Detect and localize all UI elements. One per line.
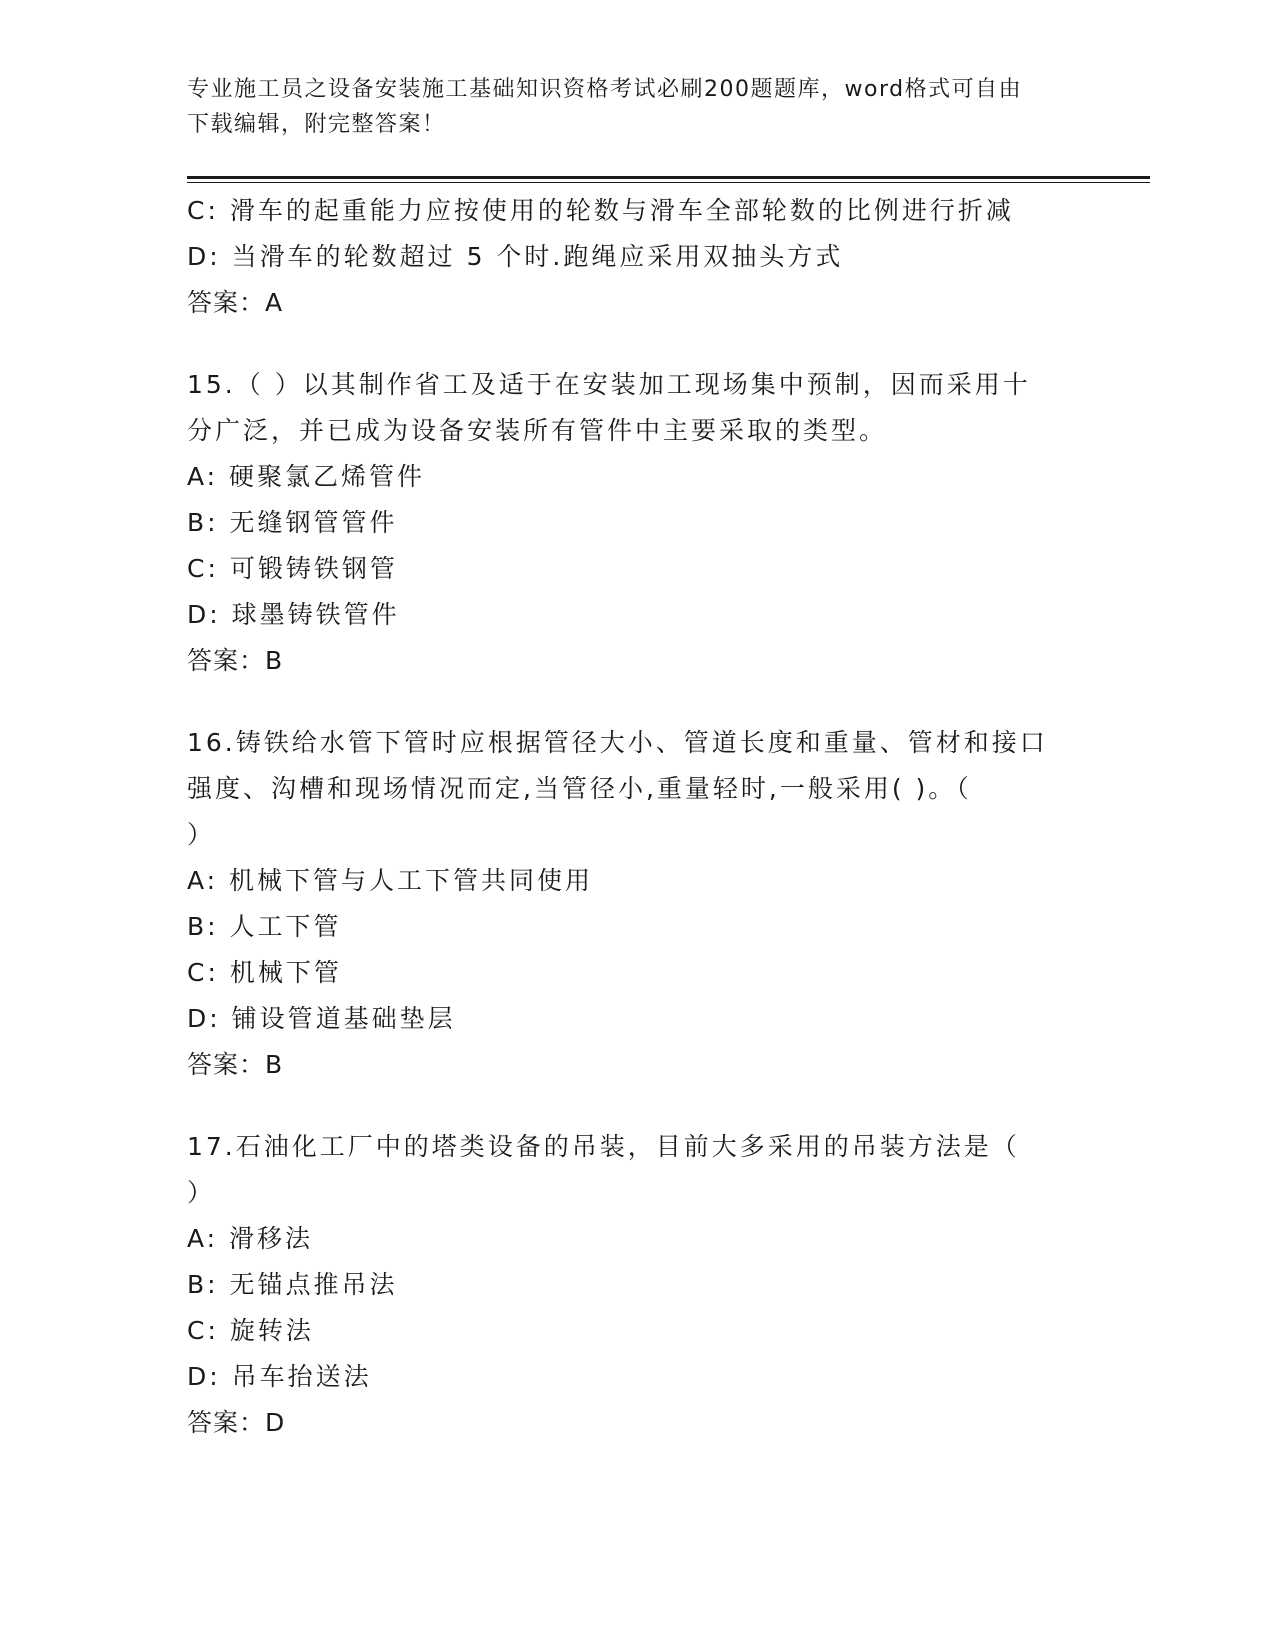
option-c: C: 可锻铸铁钢管	[187, 554, 398, 583]
option-c: C: 机械下管	[187, 958, 342, 987]
question-text-line: ）	[187, 1178, 216, 1207]
answer-line: 答案：B	[187, 646, 284, 675]
option-d: D: 吊车抬送法	[187, 1362, 372, 1391]
option-a: A: 机械下管与人工下管共同使用	[187, 866, 594, 895]
question-text-line: 17.石油化工厂中的塔类设备的吊装，目前大多采用的吊装方法是（	[187, 1132, 1020, 1161]
question-list	[187, 188, 1087, 1446]
header-line-1: 专业施工员之设备安装施工基础知识资格考试必刷200题题库，word格式可自由	[187, 77, 1023, 102]
option-c: C: 旋转法	[187, 1316, 314, 1345]
option-a: A: 滑移法	[187, 1224, 314, 1253]
option-a: A: 硬聚氯乙烯管件	[187, 462, 426, 491]
option-b: B: 人工下管	[187, 912, 342, 941]
option-b: B: 无锚点推吊法	[187, 1270, 398, 1299]
question-14-continued	[187, 188, 1087, 326]
question-15	[187, 362, 1087, 684]
header-divider-thick	[187, 176, 1150, 179]
answer-line: 答案：D	[187, 1408, 286, 1437]
option-d: D: 铺设管道基础垫层	[187, 1004, 456, 1033]
option-c: C: 滑车的起重能力应按使用的轮数与滑车全部轮数的比例进行折减	[187, 196, 1014, 225]
answer-line: 答案：B	[187, 1050, 284, 1079]
answer-line: 答案：A	[187, 288, 284, 317]
question-16	[187, 720, 1087, 1088]
question-17	[187, 1124, 1087, 1446]
option-b: B: 无缝钢管管件	[187, 508, 398, 537]
option-d: D: 球墨铸铁管件	[187, 600, 400, 629]
question-text-line: ）	[187, 820, 216, 849]
header-divider-thin	[187, 182, 1150, 183]
document-header	[187, 72, 1087, 142]
option-d: D: 当滑车的轮数超过 5 个时.跑绳应采用双抽头方式	[187, 242, 844, 271]
question-text-line: 分广泛，并已成为设备安装所有管件中主要采取的类型。	[187, 416, 888, 445]
question-text-line: 强度、沟槽和现场情况而定,当管径小,重量轻时,一般采用( )。（	[187, 774, 972, 803]
header-line-2: 下载编辑，附完整答案！	[187, 112, 446, 137]
question-text-line: 15.（ ）以其制作省工及适于在安装加工现场集中预制，因而采用十	[187, 370, 1031, 399]
question-text-line: 16.铸铁给水管下管时应根据管径大小、管道长度和重量、管材和接口	[187, 728, 1048, 757]
